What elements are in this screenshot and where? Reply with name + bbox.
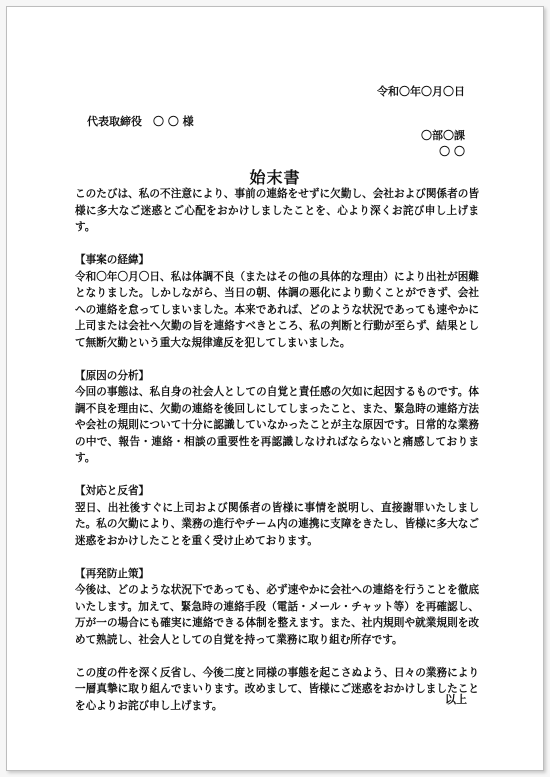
sender-name: 〇 〇 <box>439 145 465 158</box>
section-cause <box>75 368 479 467</box>
conclusion-paragraph: この度の件を深く反省し、今後二度と同様の事態を起こさぬよう、日々の業務により一層真摯に取り組んでまいります。改めまして、皆様にご迷惑をおかけしましたことを心よりお詫び申し上げます。 <box>75 666 479 712</box>
intro-paragraph: このたびは、私の不注意により、事前の連絡をせずに欠勤し、会社および関係者の皆様に多大なご迷惑とご心配をおかけしましたことを、心より深くお詫び申し上げます。 <box>75 188 479 233</box>
document-date: 令和〇年〇月〇日 <box>377 85 465 98</box>
section-text: 今後は、どのような状況下であっても、必ず速やかに会社への連絡を行うことを徹底いたします。加えて、緊急時の連絡手段（電話・メール・チャット等）を再確認し、万が一の場合にも確実に連絡できる体制を整えます。また、社内規則や就業規則を改めて熟読し、社会人としての自覚を持って業務に取り組む所存です。 <box>75 584 479 646</box>
sender-block <box>421 128 465 160</box>
section-text: 今回の事態は、私自身の社会人としての自覚と責任感の欠如に起因するものです。体調不良を理由に、欠勤の連絡を後回しにしてしまったこと、また、緊急時の連絡方法や会社の規則について十分に認識していなかったことが主な原因です。日常的な業務の中で、報告・連絡・相談の重要性を再認識しなければならないと痛感しております。 <box>75 386 479 464</box>
section-heading: 【対応と反省】 <box>75 485 150 497</box>
document-title: 始末書 <box>249 168 301 187</box>
recipient-line: 代表取締役 〇 〇 様 <box>87 115 194 128</box>
section-heading: 【原因の分析】 <box>75 369 150 382</box>
section-text: 令和〇年〇月〇日、私は体調不良（またはその他の具体的な理由）により出社が困難となりました。しかしながら、当日の朝、体調の悪化により動くことができず、会社への連絡を怠ってしまいました。本来であれば、どのような状況であっても速やかに上司または会社へ欠勤の旨を連絡すべきところ、私の判断と行動が至らず、結果として無断欠勤という重大な規律違反を犯してしまいました。 <box>75 270 479 349</box>
section-text: 翌日、出社後すぐに上司および関係者の皆様に事情を説明し、直接謝罪いたしました。私の欠勤により、業務の進行やチーム内の連携に支障をきたし、皆様に多大なご迷惑をおかけしたことを重く受け止めております。 <box>75 501 479 547</box>
closing-mark: 以上 <box>445 693 467 706</box>
section-heading: 【再発防止策】 <box>75 567 150 580</box>
section-heading: 【事案の経緯】 <box>75 254 150 266</box>
document-page <box>6 6 544 771</box>
section-incident <box>75 252 479 351</box>
document-body <box>75 186 479 731</box>
section-prevention <box>75 566 479 649</box>
section-response <box>75 483 479 549</box>
sender-department: 〇部〇課 <box>421 129 465 142</box>
